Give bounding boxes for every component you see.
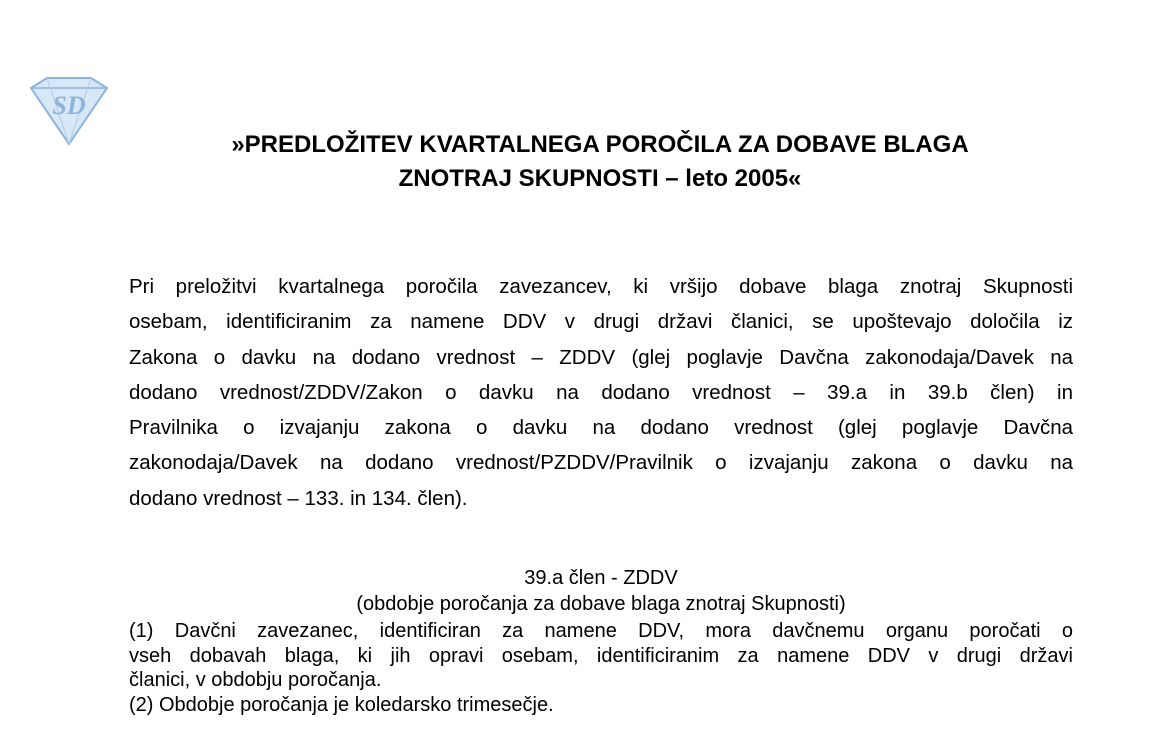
title-line-2: ZNOTRAJ SKUPNOSTI – leto 2005« <box>398 165 802 192</box>
article-subheading: (obdobje poročanja za dobave blaga znotraj Skupnosti) <box>356 593 846 615</box>
article-line: (1) Davčni zavezanec, identificiran za namene DDV, mora davčnemu organu poročati o <box>129 620 1073 642</box>
intro-line: zakonodaja/Davek na dodano vrednost/PZDDV/Pravilnik o izvajanju zakona o davku na <box>129 451 1073 475</box>
intro-line: Pravilnika o izvajanju zakona o davku na dodano vrednost (glej poglavje Davčna <box>129 416 1073 440</box>
page-title <box>0 128 1157 196</box>
article-line: (2) Obdobje poročanja je koledarsko trimesečje. <box>129 693 554 716</box>
intro-line: osebam, identificiranim za namene DDV v drugi državi članici, se upoštevajo določila iz <box>129 310 1073 334</box>
intro-line: Zakona o davku na dodano vrednost – ZDDV (glej poglavje Davčna zakonodaja/Davek na <box>129 345 1073 369</box>
logo-text: SD <box>52 91 86 120</box>
article-body <box>129 619 1073 717</box>
title-line-1: »PREDLOŽITEV KVARTALNEGA POROČILA ZA DOBAVE BLAGA <box>231 131 969 158</box>
intro-line: dodano vrednost/ZDDV/Zakon o davku na dodano vrednost – 39.a in 39.b člen) in <box>129 380 1073 404</box>
article-line: vseh dobavah blaga, ki jih opravi osebam, identificiranim za namene DDV v drugi državi <box>129 644 1073 667</box>
article-line: članici, v obdobju poročanja. <box>129 669 382 691</box>
intro-line: dodano vrednost – 133. in 134. člen). <box>129 486 468 510</box>
intro-paragraph <box>129 269 1073 516</box>
article-heading: 39.a člen - ZDDV <box>524 567 678 589</box>
intro-line: Pri preložitvi kvartalnega poročila zavezancev, ki vršijo dobave blaga znotraj Skupnosti <box>129 275 1073 298</box>
